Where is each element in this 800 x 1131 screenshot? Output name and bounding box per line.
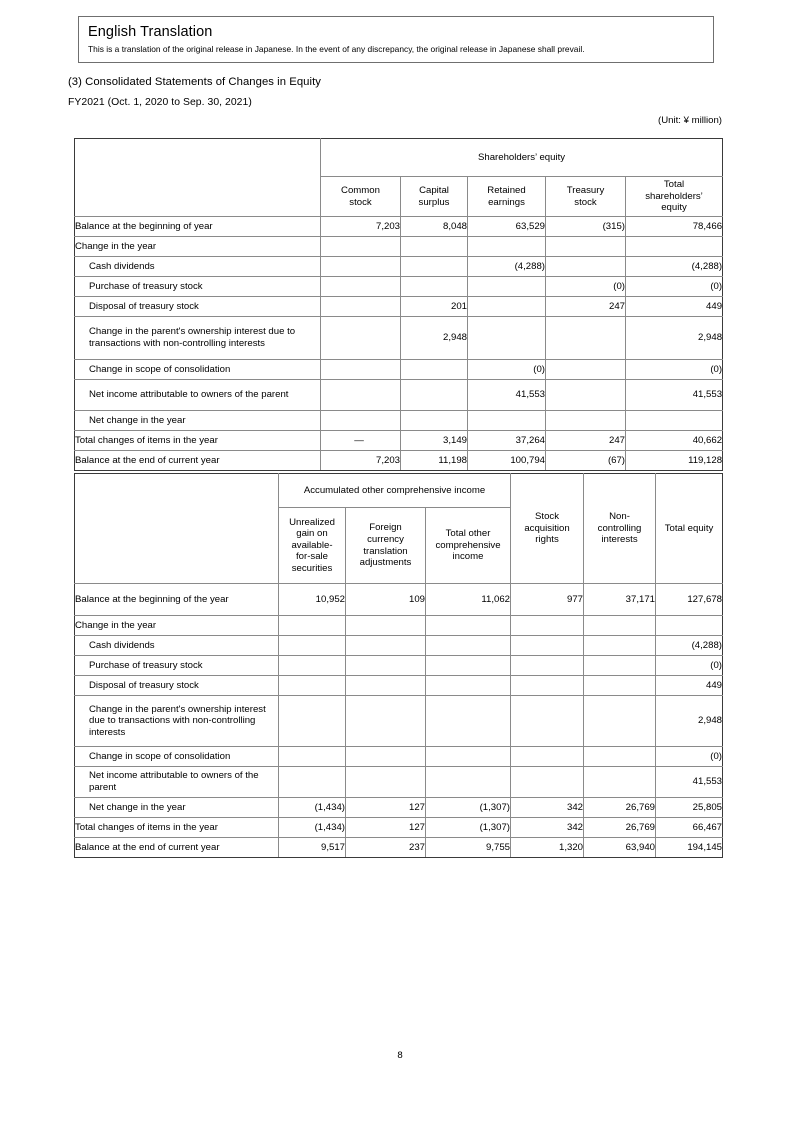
table-cell — [426, 676, 511, 696]
table-cell: 8,048 — [401, 217, 468, 237]
accumulated-oci-total-equity-table — [74, 473, 723, 858]
table-cell — [279, 696, 346, 747]
table-cell — [626, 411, 723, 431]
table-row — [75, 317, 723, 360]
table-cell: (315) — [546, 217, 626, 237]
table-cell — [426, 656, 511, 676]
row-label: Total changes of items in the year — [75, 431, 321, 451]
table-cell — [321, 317, 401, 360]
table-cell — [321, 237, 401, 257]
table-cell — [511, 696, 584, 747]
table-row — [75, 818, 723, 838]
table-cell: 7,203 — [321, 451, 401, 471]
column-header: Retained earnings — [468, 177, 546, 217]
column-header: Total other comprehensive income — [426, 508, 511, 584]
table-cell — [511, 636, 584, 656]
table-cell: 2,948 — [401, 317, 468, 360]
table-cell — [346, 696, 426, 747]
table-cell: 10,952 — [279, 584, 346, 616]
table-cell — [468, 317, 546, 360]
table-cell: 37,171 — [584, 584, 656, 616]
page-number: 8 — [397, 1050, 403, 1061]
table-cell — [279, 656, 346, 676]
row-label: Change in the year — [75, 616, 279, 636]
table-cell — [656, 616, 723, 636]
table-cell: 41,553 — [626, 380, 723, 411]
column-header: Common stock — [321, 177, 401, 217]
table-cell — [584, 616, 656, 636]
table-cell: 37,264 — [468, 431, 546, 451]
table-cell: (0) — [626, 277, 723, 297]
table-cell: (0) — [656, 747, 723, 767]
table-row — [75, 451, 723, 471]
table-cell — [426, 767, 511, 798]
table-cell: 119,128 — [626, 451, 723, 471]
table-cell: 342 — [511, 798, 584, 818]
table-cell: 127,678 — [656, 584, 723, 616]
row-label: Balance at the end of current year — [75, 838, 279, 858]
table-row — [75, 360, 723, 380]
table-cell — [546, 411, 626, 431]
table-cell: 100,794 — [468, 451, 546, 471]
row-label: Cash dividends — [75, 257, 321, 277]
table-cell: (1,434) — [279, 818, 346, 838]
table-cell — [546, 257, 626, 277]
english-translation-notice — [78, 16, 714, 63]
row-label: Disposal of treasury stock — [75, 297, 321, 317]
shareholders-equity-table — [74, 138, 723, 471]
table-row — [75, 747, 723, 767]
table-cell: 237 — [346, 838, 426, 858]
table-cell: 449 — [626, 297, 723, 317]
table-cell: (4,288) — [656, 636, 723, 656]
table-cell — [511, 767, 584, 798]
group-header-accumulated-oci: Accumulated other comprehensive income — [279, 474, 511, 508]
table-row — [75, 411, 723, 431]
column-header: Total equity — [656, 474, 723, 584]
table-cell: 127 — [346, 818, 426, 838]
table-row — [75, 380, 723, 411]
table-cell: 449 — [656, 676, 723, 696]
table-cell — [401, 380, 468, 411]
table-row — [75, 237, 723, 257]
row-label: Cash dividends — [75, 636, 279, 656]
table-cell: 41,553 — [468, 380, 546, 411]
table-row — [75, 431, 723, 451]
table-cell — [468, 297, 546, 317]
table-cell: 201 — [401, 297, 468, 317]
table-row — [75, 297, 723, 317]
notice-title: English Translation — [88, 24, 213, 40]
table-cell — [584, 636, 656, 656]
table-cell — [426, 616, 511, 636]
table-cell — [279, 676, 346, 696]
row-label: Net change in the year — [75, 411, 321, 431]
table-cell — [468, 411, 546, 431]
table-cell: 127 — [346, 798, 426, 818]
table-cell — [279, 636, 346, 656]
table-cell: (4,288) — [468, 257, 546, 277]
row-label: Balance at the end of current year — [75, 451, 321, 471]
row-label: Net change in the year — [75, 798, 279, 818]
table-row — [75, 217, 723, 237]
table-cell — [626, 237, 723, 257]
table-cell: 9,517 — [279, 838, 346, 858]
table-cell: 63,529 — [468, 217, 546, 237]
table-cell — [401, 257, 468, 277]
table-cell — [321, 411, 401, 431]
table-header-group-row — [75, 139, 723, 177]
table-cell — [546, 317, 626, 360]
row-label: Change in the parent's ownership interest due to transactions with non-controlling interests — [75, 696, 279, 747]
row-label: Purchase of treasury stock — [75, 656, 279, 676]
table-cell — [546, 237, 626, 257]
table-cell — [321, 360, 401, 380]
table-cell — [468, 277, 546, 297]
group-header-shareholders-equity: Shareholders’ equity — [321, 139, 723, 177]
table-cell — [346, 656, 426, 676]
table-cell — [584, 656, 656, 676]
table-cell — [279, 767, 346, 798]
table-row — [75, 656, 723, 676]
row-label: Change in the year — [75, 237, 321, 257]
table-cell — [426, 636, 511, 656]
table-cell — [401, 277, 468, 297]
section-period: FY2021 (Oct. 1, 2020 to Sep. 30, 2021) — [68, 97, 252, 108]
column-header: Stock acquisition rights — [511, 474, 584, 584]
table-cell — [401, 237, 468, 257]
table-cell: 63,940 — [584, 838, 656, 858]
table-cell — [511, 656, 584, 676]
table-cell: 977 — [511, 584, 584, 616]
table-cell: 247 — [546, 431, 626, 451]
column-header: Total shareholders’ equity — [626, 177, 723, 217]
table-cell: 78,466 — [626, 217, 723, 237]
table-cell — [321, 277, 401, 297]
table-row — [75, 584, 723, 616]
row-label: Change in scope of consolidation — [75, 747, 279, 767]
notice-body: This is a translation of the original release in Japanese. In the event of any discrepancy, the original release in Japanese shall prevail. — [88, 44, 585, 54]
table-row — [75, 277, 723, 297]
table-cell — [511, 676, 584, 696]
column-header: Treasury stock — [546, 177, 626, 217]
table-cell — [321, 380, 401, 411]
table-cell: 40,662 — [626, 431, 723, 451]
row-label: Balance at the beginning of year — [75, 217, 321, 237]
table-cell — [321, 257, 401, 277]
table-cell: 109 — [346, 584, 426, 616]
table-cell: 41,553 — [656, 767, 723, 798]
row-label-header — [75, 474, 279, 584]
row-label: Disposal of treasury stock — [75, 676, 279, 696]
table-row — [75, 798, 723, 818]
table-cell — [584, 767, 656, 798]
table-cell: (0) — [626, 360, 723, 380]
section-heading: (3) Consolidated Statements of Changes in Equity — [68, 76, 321, 88]
table-cell: (1,434) — [279, 798, 346, 818]
table-row — [75, 696, 723, 747]
column-header: Capital surplus — [401, 177, 468, 217]
table-cell: 247 — [546, 297, 626, 317]
table-cell: (0) — [656, 656, 723, 676]
table-cell: 26,769 — [584, 798, 656, 818]
table-cell: (1,307) — [426, 818, 511, 838]
table-cell: 25,805 — [656, 798, 723, 818]
table-cell: (0) — [468, 360, 546, 380]
table-cell: 3,149 — [401, 431, 468, 451]
row-label: Change in the parent's ownership interest due to transactions with non-controlling interests — [75, 317, 321, 360]
table-cell: (4,288) — [626, 257, 723, 277]
table-cell: — — [321, 431, 401, 451]
row-label: Balance at the beginning of the year — [75, 584, 279, 616]
table-cell — [346, 636, 426, 656]
row-label: Total changes of items in the year — [75, 818, 279, 838]
table-cell — [546, 360, 626, 380]
row-label: Net income attributable to owners of the parent — [75, 767, 279, 798]
table-cell — [584, 696, 656, 747]
table-cell: 342 — [511, 818, 584, 838]
table-cell — [584, 747, 656, 767]
table-header-group-row — [75, 474, 723, 508]
table-cell: (0) — [546, 277, 626, 297]
table-cell — [346, 747, 426, 767]
table-cell: 2,948 — [626, 317, 723, 360]
table-cell: 11,062 — [426, 584, 511, 616]
table-cell — [426, 747, 511, 767]
table-cell: (67) — [546, 451, 626, 471]
table-cell — [511, 616, 584, 636]
table-row — [75, 838, 723, 858]
table-cell — [426, 696, 511, 747]
table-cell — [279, 616, 346, 636]
column-header: Foreign currency translation adjustments — [346, 508, 426, 584]
table-cell — [468, 237, 546, 257]
row-label-header — [75, 139, 321, 217]
table-row — [75, 676, 723, 696]
column-header: Non- controlling interests — [584, 474, 656, 584]
table-row — [75, 767, 723, 798]
table-cell — [401, 360, 468, 380]
table-cell — [279, 747, 346, 767]
table-row — [75, 636, 723, 656]
row-label: Net income attributable to owners of the parent — [75, 380, 321, 411]
table-cell — [584, 676, 656, 696]
table-cell: 66,467 — [656, 818, 723, 838]
row-label: Purchase of treasury stock — [75, 277, 321, 297]
row-label: Change in scope of consolidation — [75, 360, 321, 380]
table-cell — [346, 616, 426, 636]
table-cell: (1,307) — [426, 798, 511, 818]
table-cell: 26,769 — [584, 818, 656, 838]
table-cell — [546, 380, 626, 411]
table-cell — [321, 297, 401, 317]
table-cell — [511, 747, 584, 767]
unit-note: (Unit: ¥ million) — [658, 115, 722, 126]
table-cell — [401, 411, 468, 431]
table-cell: 7,203 — [321, 217, 401, 237]
table-cell — [346, 767, 426, 798]
table-cell: 194,145 — [656, 838, 723, 858]
table-cell: 2,948 — [656, 696, 723, 747]
table-cell: 1,320 — [511, 838, 584, 858]
column-header: Unrealized gain on available- for-sale securities — [279, 508, 346, 584]
table-cell: 11,198 — [401, 451, 468, 471]
table-row — [75, 616, 723, 636]
table-cell: 9,755 — [426, 838, 511, 858]
table-cell — [346, 676, 426, 696]
table-row — [75, 257, 723, 277]
